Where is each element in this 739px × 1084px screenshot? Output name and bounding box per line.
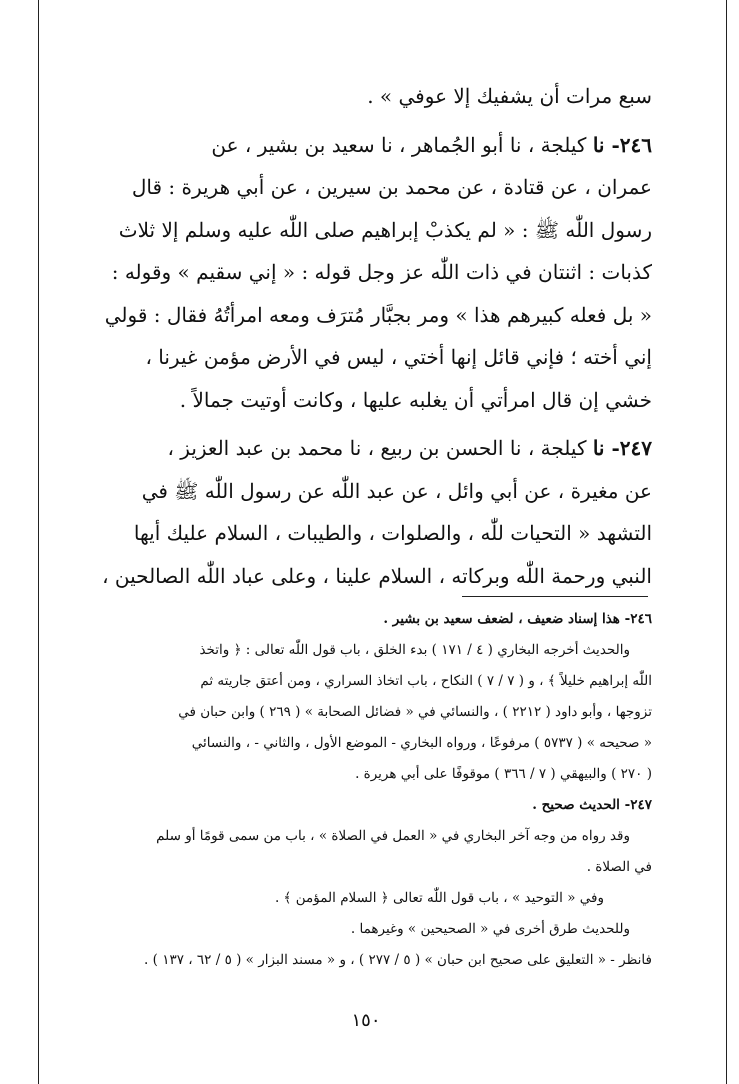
hadith-246-tail [78,75,652,118]
footnote-line: وللحديث طرق أخرى في « الصحيحين » وغيرهما . [350,921,630,937]
text-line: عن مغيرة ، عن أبي وائل ، عن عبد اللّٰه عن رسول اللّٰه ﷺ في [141,478,652,503]
text-line: ٢٤٦- نا كيلجة ، نا أبو الجُماهر ، نا سعيد بن بشير ، عن [211,132,652,157]
page-edge-right [726,0,727,1084]
footnote-line: وقد رواه من وجه آخر البخاري في « العمل في الصلاة » ، باب من سمى قومًا أو سلم [156,828,630,844]
footnote-separator [462,596,648,597]
text-line: سبع مرات أن يشفيك إلا عوفي » . [367,84,652,108]
text-line: إني أخته ؛ فإني قائل إنها أختي ، ليس في الأرض مؤمن غيرنا ، [145,345,652,369]
page-number: ١٥٠ [351,1010,381,1031]
footnote-line: ( ٢٧٠ ) والبيهقي ( ٧ / ٣٦٦ ) موقوفًا على أبي هريرة . [355,766,652,782]
hadith-number: ٢٤٧- نا [592,436,652,460]
footnote-line: وفي « التوحيد » ، باب قول اللّٰه تعالى ﴿ السلام المؤمن ﴾ . [274,890,604,906]
text-line: ٢٤٧- نا كيلجة ، نا الحسن بن ربيع ، نا محمد بن عبد العزيز ، [167,436,652,460]
footnote-line: فانظر - « التعليق على صحيح ابن حبان » ( ٥ / ٢٧٧ ) ، و « مسند البزار » ( ٥ / ٦٢ ، ١٣٧ ) . [144,952,652,968]
footnote-247-head: ٢٤٧- الحديث صحيح . [532,797,652,813]
main-text [78,75,652,597]
footnote-246-head: ٢٤٦- هذا إسناد ضعيف ، لضعف سعيد بن بشير . [383,611,652,627]
text-line: كذبات : اثنتان في ذات اللّٰه عز وجل قوله : « إني سقيم » وقوله : [111,260,652,284]
hadith-246 [78,124,652,422]
footnote-line: اللّٰه إبراهيم خليلاً ﴾ ، و ( ٧ / ٧ ) النكاح ، باب اتخاذ السراري ، ومن أعتق جاريته ثم [200,673,652,689]
hadith-247 [78,427,652,597]
text-line: عمران ، عن قتادة ، عن محمد بن سيرين ، عن أبي هريرة : قال [131,175,652,199]
hadith-number: ٢٤٦- نا [592,132,652,157]
footnote-line: في الصلاة . [586,859,652,875]
page-edge-left [38,0,39,1084]
footnote-line: والحديث أخرجه البخاري ( ٤ / ١٧١ ) بدء الخلق ، باب قول اللّٰه تعالى : ﴿ واتخذ [199,642,630,658]
text-line: « بل فعله كبيرهم هذا » ومر بجبَّار مُترَف ومعه امرأتُهُ فقال : قولي [104,302,652,327]
footnote-line: تزوجها ، وأبو داود ( ٢٢١٢ ) ، والنسائي في « فضائل الصحابة » ( ٢٦٩ ) وابن حبان في [178,704,652,720]
text-line: التشهد « التحيات للّٰه ، والصلوات ، والطيبات ، السلام عليك أيها [133,521,652,545]
footnotes [58,604,652,976]
text-line: خشي إن قال امرأتي أن يغلبه عليها ، وكانت أوتيت جمالاً . [179,387,652,412]
text-line: رسول اللّٰه ﷺ : « لم يكذبْ إبراهيم صلى اللّٰه عليه وسلم إلا ثلاث [118,217,652,242]
footnote-line: « صحيحه » ( ٥٧٣٧ ) مرفوعًا ، ورواه البخاري - الموضع الأول ، والثاني - ، والنسائي [191,735,652,751]
text-line: النبي ورحمة اللّٰه وبركاته ، السلام علينا ، وعلى عباد اللّٰه الصالحين ، [102,563,652,588]
